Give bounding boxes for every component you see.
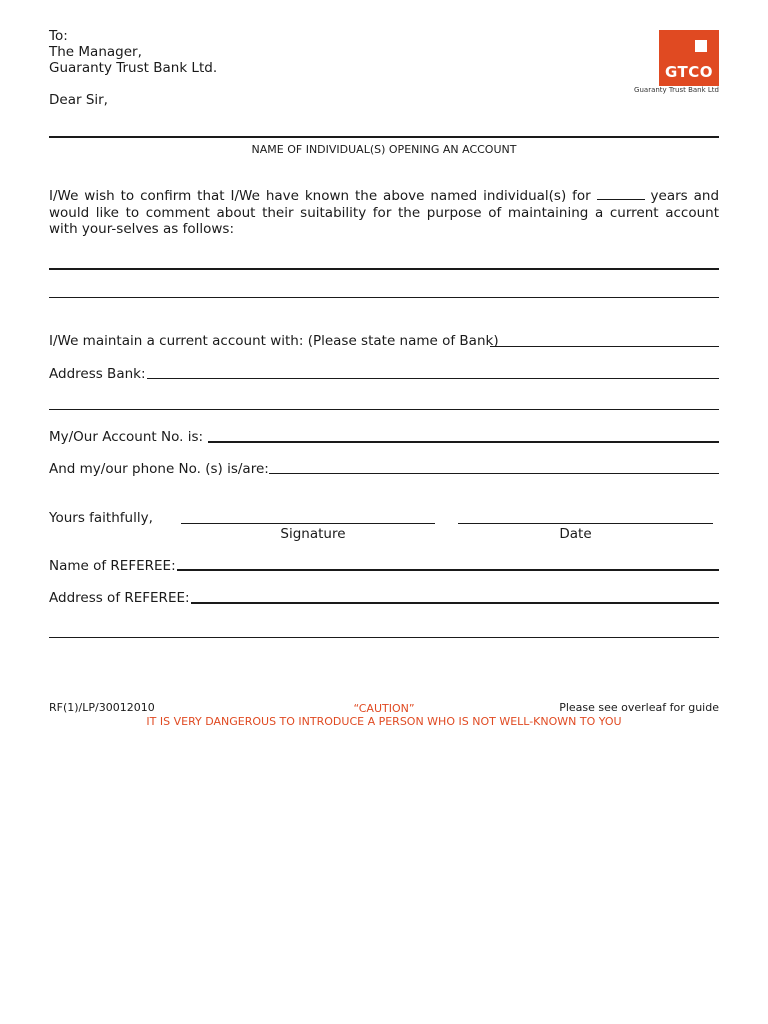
logo-subtitle: Guaranty Trust Bank Ltd xyxy=(634,86,719,94)
referee-name-label: Name of REFEREE: xyxy=(49,558,176,574)
phone-field[interactable] xyxy=(269,473,719,474)
bank-label: I/We maintain a current account with: (Please state name of Bank) xyxy=(49,333,499,349)
recipient-line: The Manager, xyxy=(49,44,142,60)
confirmation-paragraph xyxy=(49,188,719,238)
referee-address-field[interactable] xyxy=(191,602,719,604)
address-bank-field[interactable] xyxy=(147,378,719,379)
comment-line-1[interactable] xyxy=(49,268,719,270)
gtco-logo xyxy=(659,30,719,86)
bank-name-field[interactable] xyxy=(490,346,719,347)
account-no-label: My/Our Account No. is: xyxy=(49,429,204,445)
comment-line-2[interactable] xyxy=(49,297,719,298)
paragraph-part2: years and would like to comment about their suitability for the purpose of maintaining a current account with your-selves as follows: xyxy=(49,188,720,237)
signature-field[interactable] xyxy=(181,523,435,524)
account-no-field[interactable] xyxy=(208,441,719,443)
caution-title: “CAUTION” xyxy=(353,702,415,715)
paragraph-part1: I/We wish to confirm that I/We have known the above named individual(s) for xyxy=(49,188,591,204)
logo-text: GTCO xyxy=(664,63,714,81)
address-bank-field-2[interactable] xyxy=(49,409,719,410)
name-of-individual-line[interactable] xyxy=(49,136,719,138)
to-label: To: xyxy=(49,28,68,44)
name-caption: NAME OF INDIVIDUAL(S) OPENING AN ACCOUNT xyxy=(251,143,517,156)
referee-name-field[interactable] xyxy=(177,569,719,571)
years-blank-field[interactable] xyxy=(597,188,645,200)
address-bank-label: Address Bank: xyxy=(49,366,146,382)
referee-address-field-2[interactable] xyxy=(49,637,719,638)
bank-name-line: Guaranty Trust Bank Ltd. xyxy=(49,60,218,76)
phone-label: And my/our phone No. (s) is/are: xyxy=(49,461,269,477)
date-field[interactable] xyxy=(458,523,713,524)
signature-label: Signature xyxy=(280,526,346,542)
reference-code: RF(1)/LP/30012010 xyxy=(49,701,155,714)
caution-text: IT IS VERY DANGEROUS TO INTRODUCE A PERSON WHO IS NOT WELL-KNOWN TO YOU xyxy=(146,715,622,728)
logo-square-icon xyxy=(695,40,707,52)
yours-faithfully: Yours faithfully, xyxy=(49,510,153,526)
referee-address-label: Address of REFEREE: xyxy=(49,590,190,606)
date-label: Date xyxy=(559,526,592,542)
salutation: Dear Sir, xyxy=(49,92,108,108)
guide-note: Please see overleaf for guide xyxy=(559,701,719,714)
